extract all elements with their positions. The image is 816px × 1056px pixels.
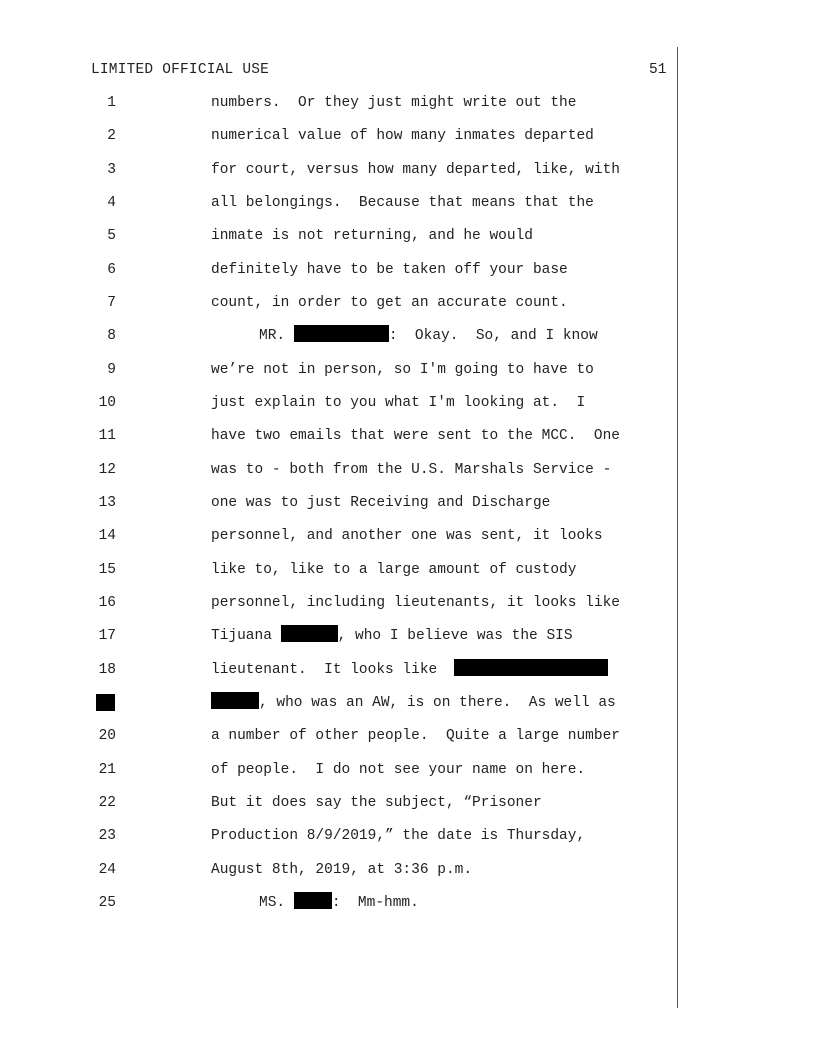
line-number: 21	[98, 762, 116, 778]
line-text	[211, 692, 616, 714]
transcript-line	[0, 492, 816, 516]
line-text: personnel, including lieutenants, it looks like	[211, 595, 620, 611]
line-text: But it does say the subject, “Prisoner	[211, 795, 542, 811]
redaction-block	[294, 325, 389, 342]
transcript-line	[0, 525, 816, 549]
line-number: 10	[98, 395, 116, 411]
line-number: 3	[107, 162, 116, 178]
line-text: a number of other people. Quite a large number	[211, 728, 620, 744]
transcript-line	[0, 759, 816, 783]
line-text: all belongings. Because that means that the	[211, 195, 594, 211]
transcript-line	[0, 359, 816, 383]
line-text: numbers. Or they just might write out the	[211, 95, 577, 111]
transcript-line	[0, 792, 816, 816]
line-number: 14	[98, 528, 116, 544]
line-text: inmate is not returning, and he would	[211, 228, 533, 244]
line-text: : Mm-hmm.	[331, 895, 419, 911]
header-classification: LIMITED OFFICIAL USE	[91, 62, 270, 78]
redaction-block	[454, 659, 608, 676]
line-text	[211, 625, 573, 647]
transcript-line	[0, 659, 816, 683]
transcript-line	[0, 725, 816, 749]
transcript-line	[0, 125, 816, 149]
transcript-line	[0, 625, 816, 649]
line-text: Production 8/9/2019,” the date is Thursday,	[211, 828, 586, 844]
line-text: for court, versus how many departed, like, with	[211, 162, 620, 178]
transcript-line	[0, 425, 816, 449]
transcript-line	[0, 892, 816, 916]
page-number: 51	[649, 62, 667, 78]
line-text: August 8th, 2019, at 3:36 p.m.	[211, 862, 473, 878]
speaker-line	[259, 325, 598, 347]
line-number: 17	[98, 628, 116, 644]
transcript-line	[0, 225, 816, 249]
line-text: numerical value of how many inmates departed	[211, 128, 594, 144]
line-number: 25	[98, 895, 116, 911]
line-number: 4	[107, 195, 116, 211]
speaker-prefix: MR.	[259, 328, 294, 344]
line-number: 11	[98, 428, 116, 444]
line-text: have two emails that were sent to the MCC. One	[211, 428, 620, 444]
line-number: 8	[107, 328, 116, 344]
line-text-part: , who I believe was the SIS	[337, 628, 573, 644]
transcript-line	[0, 459, 816, 483]
speaker-prefix: MS.	[259, 895, 294, 911]
line-text: we’re not in person, so I'm going to have to	[211, 362, 594, 378]
transcript-line	[0, 559, 816, 583]
line-text: definitely have to be taken off your base	[211, 262, 568, 278]
line-number: 9	[107, 362, 116, 378]
line-number: 12	[98, 462, 116, 478]
line-text: personnel, and another one was sent, it looks	[211, 528, 603, 544]
line-number: 16	[98, 595, 116, 611]
redaction-block	[281, 625, 338, 642]
transcript-line	[0, 325, 816, 349]
redaction-block	[211, 692, 259, 709]
transcript-line	[0, 92, 816, 116]
redacted-line-number	[96, 694, 115, 711]
transcript-line	[0, 192, 816, 216]
transcript-line	[0, 859, 816, 883]
line-number: 15	[98, 562, 116, 578]
line-text-part: , who was an AW, is on there. As well as	[259, 695, 616, 711]
line-number: 23	[98, 828, 116, 844]
line-text: count, in order to get an accurate count.	[211, 295, 568, 311]
redaction-block	[294, 892, 332, 909]
line-number: 22	[98, 795, 116, 811]
line-number: 13	[98, 495, 116, 511]
line-number: 24	[98, 862, 116, 878]
transcript-line	[0, 692, 816, 716]
line-text-part: Tijuana	[211, 628, 281, 644]
line-number: 18	[98, 662, 116, 678]
line-number: 6	[107, 262, 116, 278]
transcript-line	[0, 259, 816, 283]
line-text	[211, 659, 608, 681]
line-text: one was to just Receiving and Discharge	[211, 495, 551, 511]
transcript-line	[0, 159, 816, 183]
line-text: : Okay. So, and I know	[388, 328, 598, 344]
line-number: 7	[107, 295, 116, 311]
line-number: 20	[98, 728, 116, 744]
line-number: 1	[107, 95, 116, 111]
line-number: 5	[107, 228, 116, 244]
line-number: 2	[107, 128, 116, 144]
line-text: like to, like to a large amount of custody	[211, 562, 577, 578]
transcript-line	[0, 825, 816, 849]
line-text: just explain to you what I'm looking at. I	[211, 395, 586, 411]
line-text-part: lieutenant. It looks like	[211, 662, 446, 678]
line-text: was to - both from the U.S. Marshals Service -	[211, 462, 612, 478]
transcript-line	[0, 392, 816, 416]
transcript-line	[0, 592, 816, 616]
line-text: of people. I do not see your name on here.	[211, 762, 586, 778]
transcript-line	[0, 292, 816, 316]
speaker-line	[259, 892, 419, 914]
